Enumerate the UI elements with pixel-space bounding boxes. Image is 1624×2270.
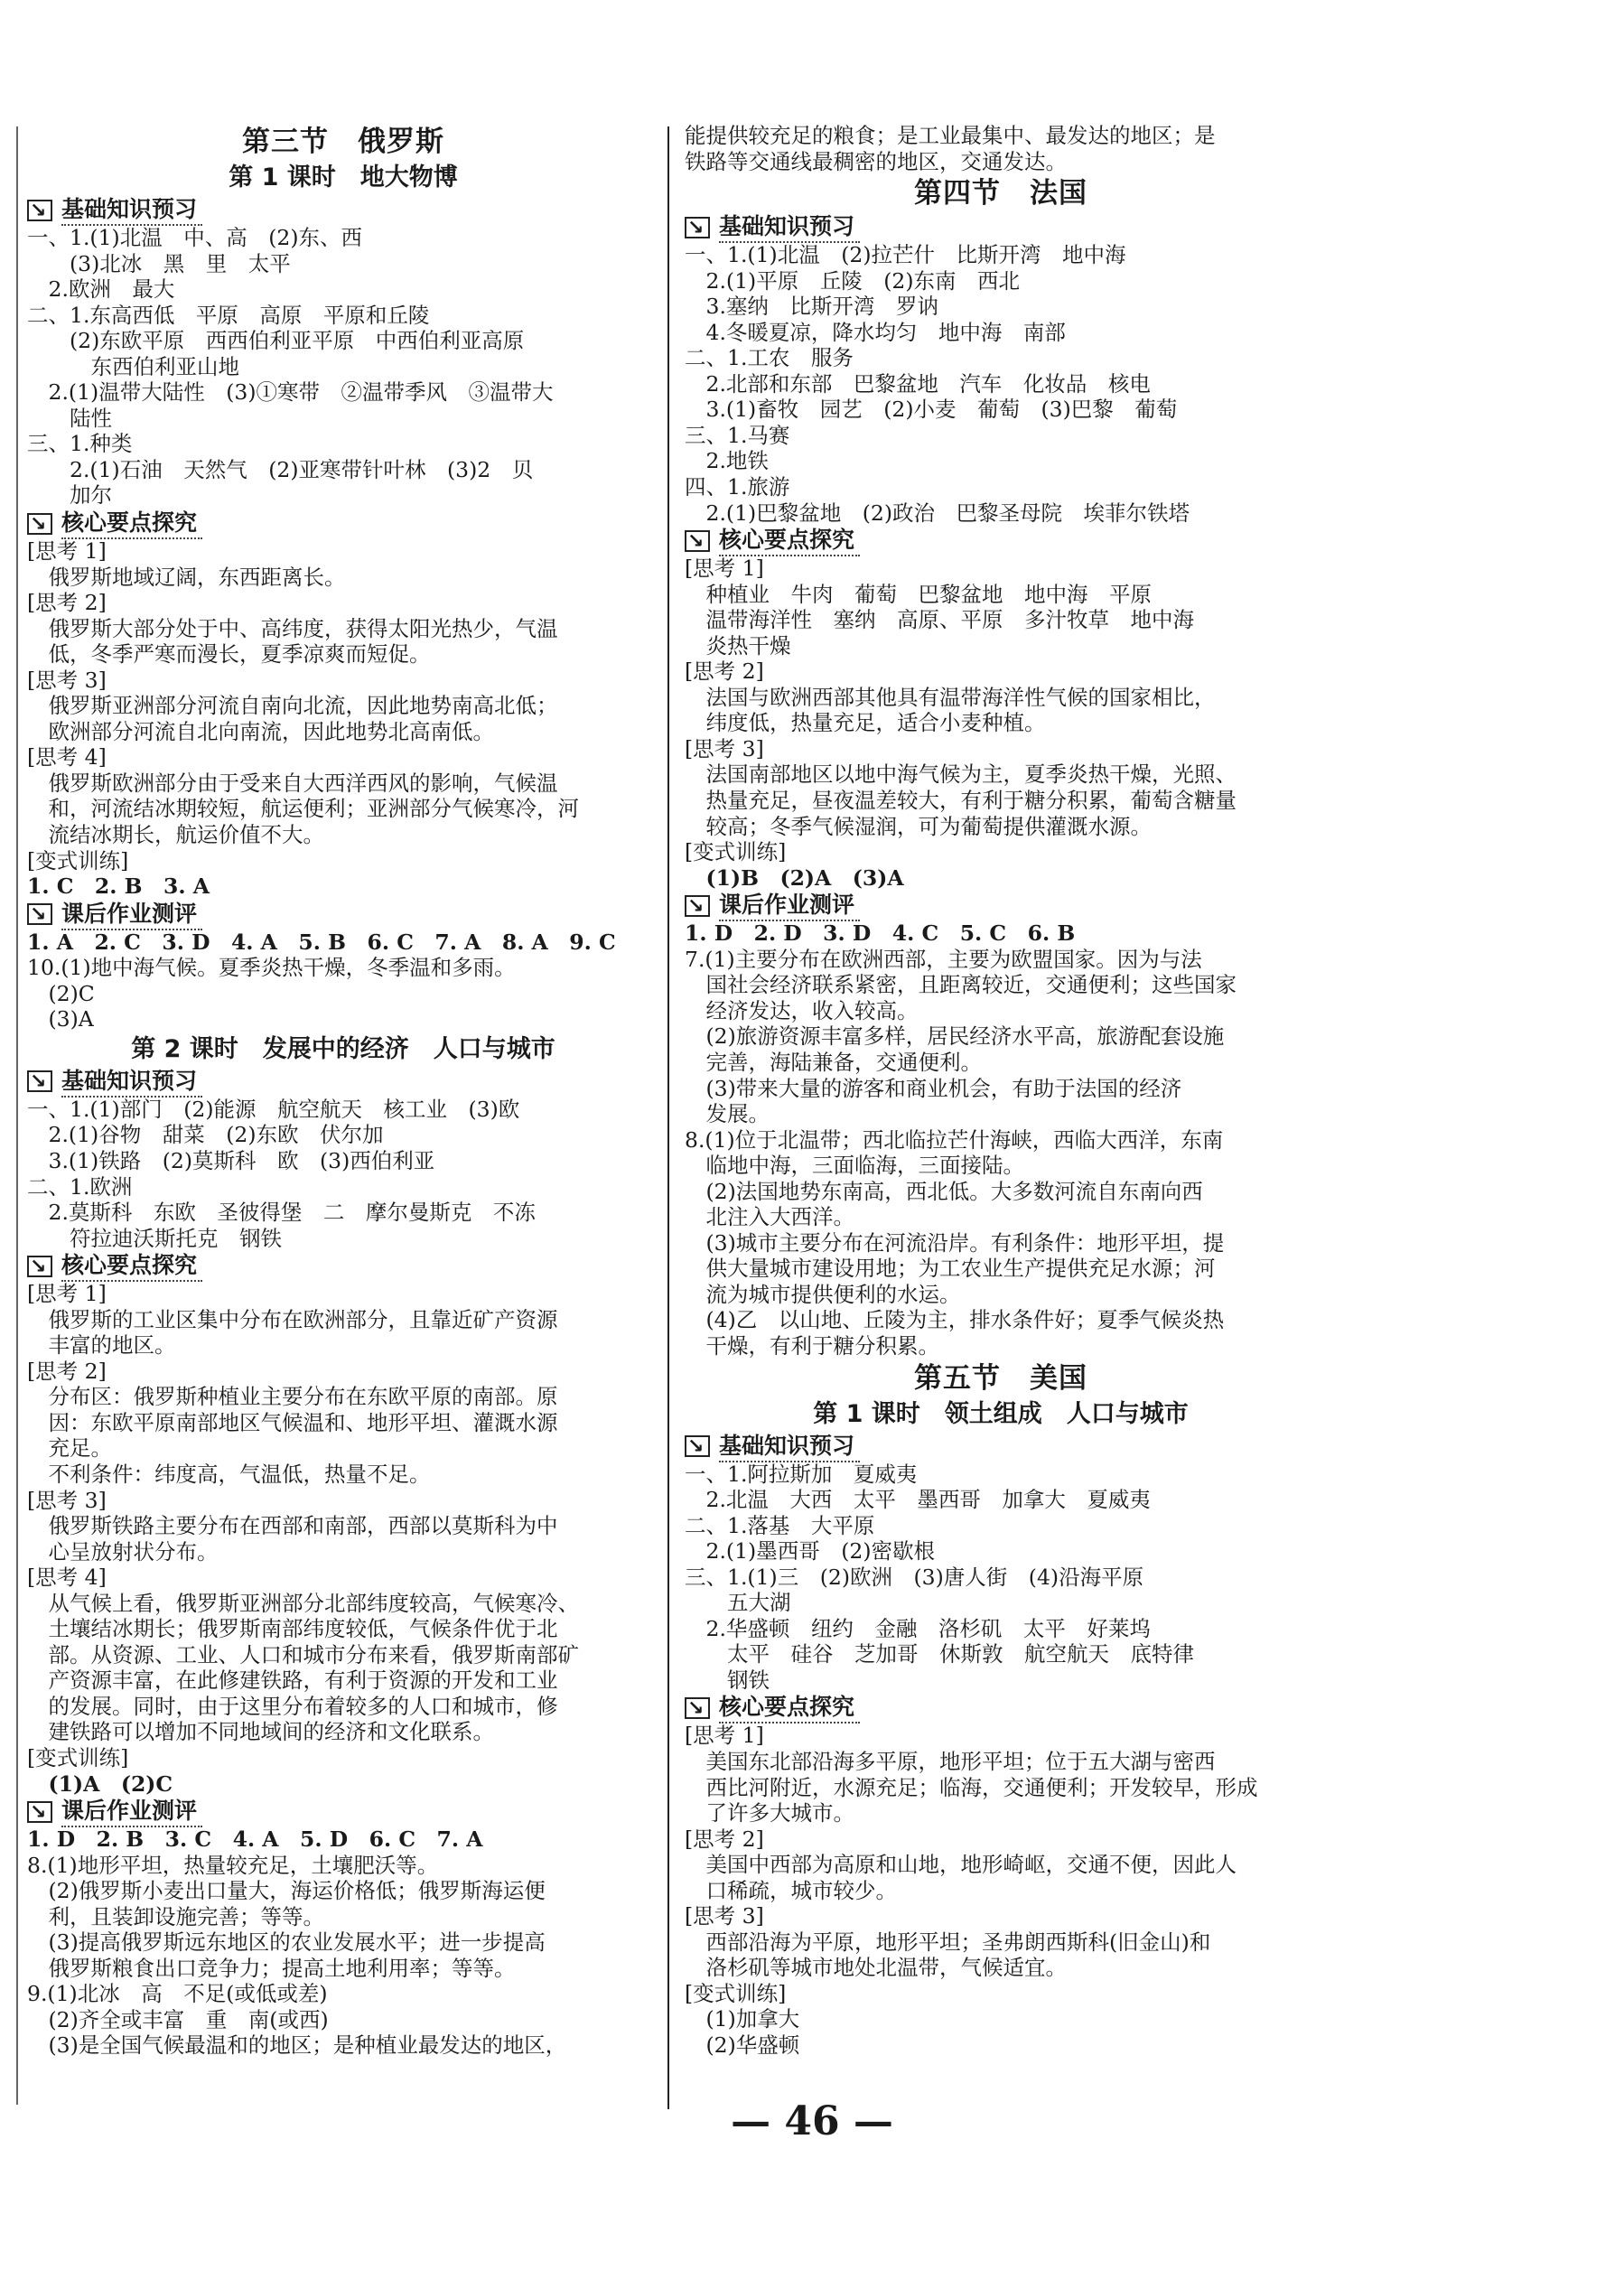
text-line: 三、1.(1)三 (2)欧洲 (3)唐人街 (4)沿海平原 <box>685 1564 1144 1590</box>
text-line: 法国与欧洲西部其他具有温带海洋性气候的国家相比， <box>685 684 1216 710</box>
text-line: 四、1.旅游 <box>685 474 790 500</box>
section-heading <box>27 195 659 225</box>
text-line: 发展。 <box>685 1101 770 1127</box>
text-line: 二、1.东高西低 平原 高原 平原和丘陵 <box>27 302 430 328</box>
text-line: 的发展。同时，由于这里分布着较多的人口和城市，修 <box>27 1693 558 1719</box>
text-line: (3)提高俄罗斯远东地区的农业发展水平；进一步提高 <box>27 1929 546 1956</box>
text-line: [变式训练] <box>27 1744 129 1770</box>
arrow-box-icon <box>685 530 710 552</box>
arrow-box-icon <box>27 1070 52 1092</box>
text-line: [变式训练] <box>685 839 787 865</box>
text-line: 温带海洋性 塞纳 高原、平原 多汁牧草 地中海 <box>685 607 1194 633</box>
text-line: 俄罗斯地域辽阔，东西距离长。 <box>27 564 346 590</box>
text-line: 不利条件：纬度高，气温低，热量不足。 <box>27 1461 431 1487</box>
answer-line: (1)A (2)C <box>27 1770 173 1797</box>
section-heading-label: 基础知识预习 <box>61 1066 202 1098</box>
text-line: 二、1.欧洲 <box>27 1173 133 1200</box>
text-line: 丰富的地区。 <box>27 1332 176 1359</box>
answer-line: (1)B (2)A (3)A <box>685 864 904 891</box>
text-line: (3)A <box>27 1006 94 1032</box>
text-line: [思考 3] <box>27 1487 107 1513</box>
text-line: (3)带来大量的游客和商业机会，有助于法国的经济 <box>685 1075 1182 1101</box>
arrow-box-icon <box>685 1697 710 1719</box>
arrow-box-icon <box>27 903 52 925</box>
section-title: 第四节 法国 <box>914 177 1087 210</box>
arrow-box-icon <box>685 217 710 238</box>
text-line: 一、1.(1)北温 (2)拉芒什 比斯开湾 地中海 <box>685 242 1126 268</box>
text-line: 法国南部地区以地中海气候为主，夏季炎热干燥，光照、 <box>685 761 1237 788</box>
answer-line: 1. A 2. C 3. D 4. A 5. B 6. C 7. A 8. A 9. C <box>27 929 616 955</box>
section-heading-label: 基础知识预习 <box>61 194 202 226</box>
text-line: (3)城市主要分布在河流沿岸。有利条件：地形平坦，提 <box>685 1229 1225 1256</box>
text-line: 充足。 <box>27 1435 112 1462</box>
text-line: 太平 硅谷 芝加哥 休斯敦 航空航天 底特律 <box>685 1641 1194 1667</box>
lesson-title: 第 2 课时 发展中的经济 人口与城市 <box>131 1034 555 1063</box>
text-line: [思考 2] <box>685 1826 764 1852</box>
text-line: 东西伯利亚山地 <box>27 353 239 379</box>
arrow-box-icon <box>27 1256 52 1277</box>
text-line: 2.莫斯科 东欧 圣彼得堡 二 摩尔曼斯克 不冻 <box>27 1200 536 1226</box>
section-heading-label: 基础知识预习 <box>719 211 860 243</box>
text-line: (2)华盛顿 <box>685 2032 800 2058</box>
text-line: 炎热干燥 <box>685 632 791 659</box>
text-line: 能提供较充足的粮食；是工业最集中、最发达的地区；是 <box>685 123 1216 148</box>
text-line: 流结冰期长，航运价值不大。 <box>27 822 324 848</box>
text-line: 低，冬季严寒而漫长，夏季凉爽而短促。 <box>27 641 431 668</box>
text-line: 一、1.(1)部门 (2)能源 航空航天 核工业 (3)欧 <box>27 1096 520 1122</box>
text-line: 2.地铁 <box>685 448 769 474</box>
right-column <box>685 123 1317 2059</box>
text-line: 三、1.马赛 <box>685 422 790 448</box>
text-line: 纬度低，热量充足，适合小麦种植。 <box>685 710 1046 736</box>
text-line: 种植业 牛肉 葡萄 巴黎盆地 地中海 平原 <box>685 581 1152 607</box>
text-line: 五大湖 <box>685 1590 791 1616</box>
text-line: 经济发达，收入较高。 <box>685 997 919 1023</box>
text-line: [变式训练] <box>27 847 129 873</box>
text-line: 2.(1)温带大陆性 (3)①寒带 ②温带季风 ③温带大 <box>27 379 554 406</box>
text-line: 从气候上看，俄罗斯亚洲部分北部纬度较高，气候寒冷、 <box>27 1590 579 1616</box>
text-line: 一、1.(1)北温 中、高 (2)东、西 <box>27 225 362 250</box>
section-heading <box>685 1432 1317 1462</box>
text-line: 供大量城市建设用地；为工农业生产提供充足水源；河 <box>685 1256 1216 1282</box>
section-heading-label: 基础知识预习 <box>719 1431 860 1462</box>
text-line: (2)齐全或丰富 重 南(或西) <box>27 2006 329 2032</box>
text-line: 3.(1)畜牧 园艺 (2)小麦 葡萄 (3)巴黎 葡萄 <box>685 397 1178 423</box>
section-heading-label: 核心要点探究 <box>61 1250 202 1282</box>
section-heading <box>27 1067 659 1097</box>
text-line: 临地中海，三面临海，三面接陆。 <box>685 1153 1024 1179</box>
section-title: 第三节 俄罗斯 <box>242 126 444 158</box>
section-heading <box>685 526 1317 556</box>
text-line: 欧洲部分河流自北向南流，因此地势北高南低。 <box>27 718 494 744</box>
text-line: 加尔 <box>27 482 112 509</box>
text-line: (4)乙 以山地、丘陵为主，排水条件好；夏季气候炎热 <box>685 1307 1225 1333</box>
text-line: (1)加拿大 <box>685 2006 800 2032</box>
text-line: 西部沿海为平原，地形平坦；圣弗朗西斯科(旧金山)和 <box>685 1929 1211 1955</box>
text-line: [思考 2] <box>27 1358 107 1384</box>
text-line: 完善，海陆兼备，交通便利。 <box>685 1049 982 1075</box>
page-number: — 46 — <box>731 2098 893 2144</box>
section-heading <box>685 212 1317 242</box>
text-line: [思考 2] <box>27 590 107 616</box>
column-divider <box>667 126 669 2109</box>
text-line: 4.冬暖夏凉，降水均匀 地中海 南部 <box>685 319 1066 345</box>
left-margin-rule <box>16 126 18 2105</box>
text-line: 俄罗斯欧洲部分由于受来自大西洋西风的影响，气候温 <box>27 770 558 796</box>
text-line: 二、1.工农 服务 <box>685 345 854 371</box>
text-line: [思考 2] <box>685 659 764 685</box>
section-heading-label: 课后作业测评 <box>61 899 202 930</box>
section-heading <box>685 891 1317 920</box>
left-column <box>27 123 659 2059</box>
lesson-title: 第 1 课时 地大物博 <box>229 163 458 192</box>
section-heading-label: 核心要点探究 <box>719 525 860 556</box>
text-line: 2.(1)巴黎盆地 (2)政治 巴黎圣母院 埃菲尔铁塔 <box>685 500 1190 526</box>
text-line: 铁路等交通线最稠密的地区，交通发达。 <box>685 148 1067 174</box>
text-line: 俄罗斯粮食出口竞争力；提高土地利用率；等等。 <box>27 1955 516 1981</box>
text-line: [思考 1] <box>27 1281 107 1307</box>
text-line: 8.(1)地形平坦，热量较充足，土壤肥沃等。 <box>27 1852 439 1878</box>
text-line: 10.(1)地中海气候。夏季炎热干燥，冬季温和多雨。 <box>27 955 516 981</box>
text-line: 俄罗斯的工业区集中分布在欧洲部分，且靠近矿产资源 <box>27 1306 558 1332</box>
section-heading <box>685 1693 1317 1723</box>
text-line: 2.(1)平原 丘陵 (2)东南 西北 <box>685 267 1020 294</box>
text-line: 符拉迪沃斯托克 钢铁 <box>27 1225 282 1251</box>
text-line: (2)东欧平原 西西伯利亚平原 中西伯利亚高原 <box>27 328 525 354</box>
text-line: 俄罗斯大部分处于中、高纬度，获得太阳光热少，气温 <box>27 615 558 641</box>
section-heading-label: 核心要点探究 <box>719 1692 860 1724</box>
section-heading-label: 课后作业测评 <box>719 890 860 921</box>
section-heading <box>27 509 659 538</box>
text-line: 一、1.阿拉斯加 夏威夷 <box>685 1461 918 1487</box>
text-line: 2.北部和东部 巴黎盆地 汽车 化妆品 核电 <box>685 370 1151 397</box>
section-heading <box>27 1797 659 1826</box>
answer-line: 1. C 2. B 3. A <box>27 873 210 900</box>
arrow-box-icon <box>685 895 710 917</box>
text-line: 口稀疏，城市较少。 <box>685 1877 897 1903</box>
text-line: 土壤结冰期长；俄罗斯南部纬度较低，气候条件优于北 <box>27 1616 558 1642</box>
text-line: 俄罗斯铁路主要分布在西部和南部，西部以莫斯科为中 <box>27 1513 558 1539</box>
text-line: 2.(1)谷物 甜菜 (2)东欧 伏尔加 <box>27 1122 384 1148</box>
text-line: 心呈放射状分布。 <box>27 1538 219 1565</box>
arrow-box-icon <box>27 200 52 221</box>
text-line: 北注入大西洋。 <box>685 1204 854 1230</box>
text-line: 国社会经济联系紧密，且距离较近，交通便利；这些国家 <box>685 972 1237 998</box>
section-title: 第五节 美国 <box>914 1361 1087 1395</box>
text-line: (2)俄罗斯小麦出口量大，海运价格低；俄罗斯海运便 <box>27 1878 546 1904</box>
text-line: 三、1.种类 <box>27 431 133 457</box>
text-line: 9.(1)北冰 高 不足(或低或差) <box>27 1981 328 2007</box>
text-line: 洛杉矶等城市地处北温带，气候适宜。 <box>685 1955 1067 1981</box>
text-line: 8.(1)位于北温带；西北临拉芒什海峡，西临大西洋，东南 <box>685 1126 1224 1153</box>
section-heading-label: 核心要点探究 <box>61 508 202 539</box>
text-line: 2.华盛顿 纽约 金融 洛杉矶 太平 好莱坞 <box>685 1615 1151 1641</box>
answer-line: 1. D 2. D 3. D 4. C 5. C 6. B <box>685 920 1076 947</box>
text-line: 7.(1)主要分布在欧洲西部，主要为欧盟国家。因为与法 <box>685 946 1202 972</box>
text-line: 产资源丰富，在此修建铁路，有利于资源的开发和工业 <box>27 1667 558 1694</box>
text-line: 建铁路可以增加不同地域间的经济和文化联系。 <box>27 1719 494 1745</box>
answer-line: 1. D 2. B 3. C 4. A 5. D 6. C 7. A <box>27 1826 483 1853</box>
text-line: 利，且装卸设施完善；等等。 <box>27 1903 324 1929</box>
text-line: 了许多大城市。 <box>685 1800 854 1826</box>
text-line: 分布区：俄罗斯种植业主要分布在东欧平原的南部。原 <box>27 1384 558 1410</box>
text-line: [思考 4] <box>27 744 107 771</box>
text-line: 和，河流结冰期较短，航运便利；亚洲部分气候寒冷，河 <box>27 796 579 822</box>
text-line: 西比河附近，水源充足；临海，交通便利；开发较早，形成 <box>685 1774 1258 1800</box>
text-line: [思考 1] <box>685 556 764 582</box>
text-line: 美国中西部为高原和山地，地形崎岖，交通不便，因此人 <box>685 1852 1237 1878</box>
section-heading-label: 课后作业测评 <box>61 1796 202 1827</box>
text-line: 2.欧洲 最大 <box>27 276 175 303</box>
text-line: [思考 3] <box>27 667 107 693</box>
text-line: 二、1.落基 大平原 <box>685 1512 875 1538</box>
text-line: 因：东欧平原南部地区气候温和、地形平坦、灌溉水源 <box>27 1409 558 1435</box>
arrow-box-icon <box>685 1435 710 1457</box>
text-line: 2.(1)墨西哥 (2)密歇根 <box>685 1538 935 1565</box>
text-line: [思考 1] <box>685 1723 764 1749</box>
text-line: (3)是全国气候最温和的地区；是种植业最发达的地区， <box>27 2032 567 2059</box>
text-line: [变式训练] <box>685 1980 787 2006</box>
text-line: (3)北冰 黑 里 太平 <box>27 250 291 276</box>
text-line: 美国东北部沿海多平原，地形平坦；位于五大湖与密西 <box>685 1748 1216 1774</box>
text-line: [思考 3] <box>685 735 764 761</box>
text-line: 2.(1)石油 天然气 (2)亚寒带针叶林 (3)2 贝 <box>27 456 534 482</box>
text-line: (2)C <box>27 980 95 1006</box>
text-line: [思考 3] <box>685 1903 764 1929</box>
text-line: 3.(1)铁路 (2)莫斯科 欧 (3)西伯利亚 <box>27 1147 435 1173</box>
text-line: (2)旅游资源丰富多样，居民经济水平高，旅游配套设施 <box>685 1023 1225 1050</box>
section-heading <box>27 900 659 929</box>
lesson-title: 第 1 课时 领土组成 人口与城市 <box>813 1399 1189 1428</box>
text-line: 钢铁 <box>685 1667 770 1693</box>
text-line: 干燥，有利于糖分积累。 <box>685 1332 939 1359</box>
text-line: [思考 4] <box>27 1565 107 1591</box>
text-line: [思考 1] <box>27 538 107 565</box>
arrow-box-icon <box>27 513 52 535</box>
arrow-box-icon <box>27 1801 52 1823</box>
section-heading <box>27 1251 659 1281</box>
text-line: 较高；冬季气候湿润，可为葡萄提供灌溉水源。 <box>685 813 1152 839</box>
text-line: 俄罗斯亚洲部分河流自南向北流，因此地势南高北低； <box>27 693 558 719</box>
text-line: 热量充足，昼夜温差较大，有利于糖分积累，葡萄含糖量 <box>685 788 1237 814</box>
text-line: 陆性 <box>27 405 112 431</box>
text-line: 部。从资源、工业、人口和城市分布来看，俄罗斯南部矿 <box>27 1641 579 1667</box>
text-line: 3.塞纳 比斯开湾 罗讷 <box>685 294 938 320</box>
text-line: (2)法国地势东南高，西北低。大多数河流自东南向西 <box>685 1178 1203 1204</box>
text-line: 流为城市提供便利的水运。 <box>685 1281 961 1307</box>
text-line: 2.北温 大西 太平 墨西哥 加拿大 夏威夷 <box>685 1487 1151 1513</box>
